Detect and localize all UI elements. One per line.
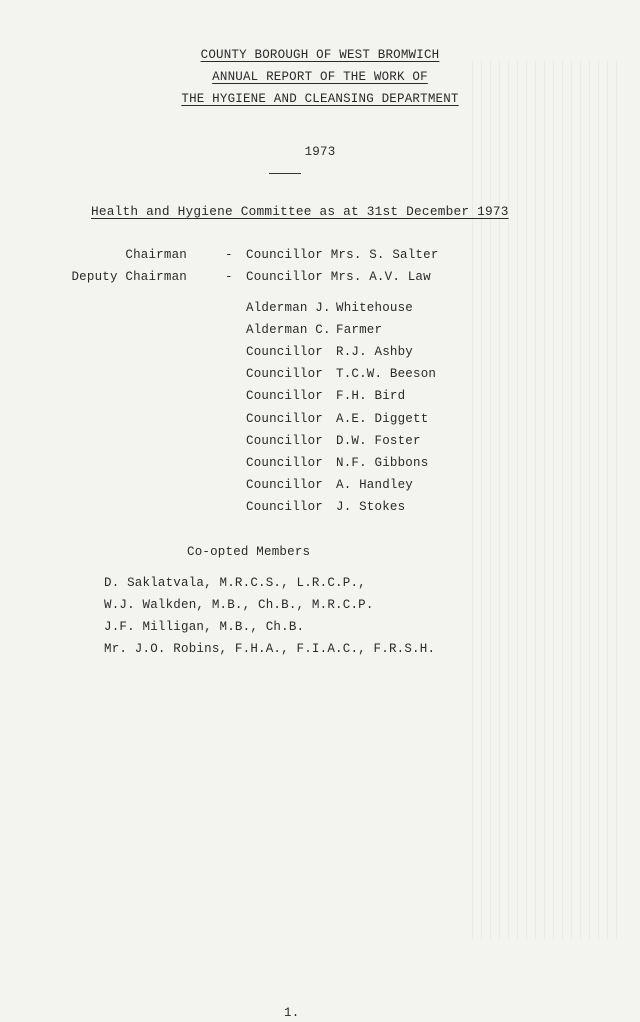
member-title: Councillor (246, 367, 324, 381)
member-title: Alderman C. (246, 323, 331, 337)
member-title: Councillor (246, 456, 324, 470)
show-through-texture (472, 60, 622, 940)
page-number: 1. (284, 1006, 300, 1020)
header-line-3: THE HYGIENE AND CLEANSING DEPARTMENT (181, 92, 459, 106)
year-rule (269, 173, 301, 174)
coopted-member: Mr. J.O. Robins, F.H.A., F.I.A.C., F.R.S.H. (104, 642, 436, 656)
committee-heading: Health and Hygiene Committee as at 31st December 1973 (91, 204, 509, 219)
coopted-member: W.J. Walkden, M.B., Ch.B., M.R.C.P. (104, 598, 374, 612)
member-title: Councillor (246, 412, 324, 426)
member-name: A.E. Diggett (336, 412, 429, 426)
member-title: Councillor (246, 389, 324, 403)
officer-dash: - (225, 270, 233, 284)
member-title: Alderman J. (246, 301, 331, 315)
member-title: Councillor (246, 345, 324, 359)
coopted-member: D. Saklatvala, M.R.C.S., L.R.C.P., (104, 576, 366, 590)
header-line-1: COUNTY BOROUGH OF WEST BROMWICH (200, 48, 440, 62)
officer-role: Deputy Chairman (71, 270, 187, 284)
member-title: Councillor (246, 434, 324, 448)
member-name: Farmer (336, 323, 383, 337)
member-name: N.F. Gibbons (336, 456, 429, 470)
member-name: D.W. Foster (336, 434, 421, 448)
officer-name: Councillor Mrs. A.V. Law (246, 270, 431, 284)
member-name: J. Stokes (336, 500, 406, 514)
officer-dash: - (225, 248, 233, 262)
member-name: R.J. Ashby (336, 345, 414, 359)
coopted-heading: Co-opted Members (187, 545, 311, 559)
member-title: Councillor (246, 478, 324, 492)
member-name: T.C.W. Beeson (336, 367, 437, 381)
coopted-member: J.F. Milligan, M.B., Ch.B. (104, 620, 305, 634)
member-name: F.H. Bird (336, 389, 406, 403)
officer-role: Chairman (125, 248, 187, 262)
member-title: Councillor (246, 500, 324, 514)
member-name: A. Handley (336, 478, 414, 492)
member-name: Whitehouse (336, 301, 414, 315)
header-line-2: ANNUAL REPORT OF THE WORK OF (212, 70, 428, 84)
report-year: 1973 (304, 145, 336, 159)
officer-name: Councillor Mrs. S. Salter (246, 248, 439, 262)
